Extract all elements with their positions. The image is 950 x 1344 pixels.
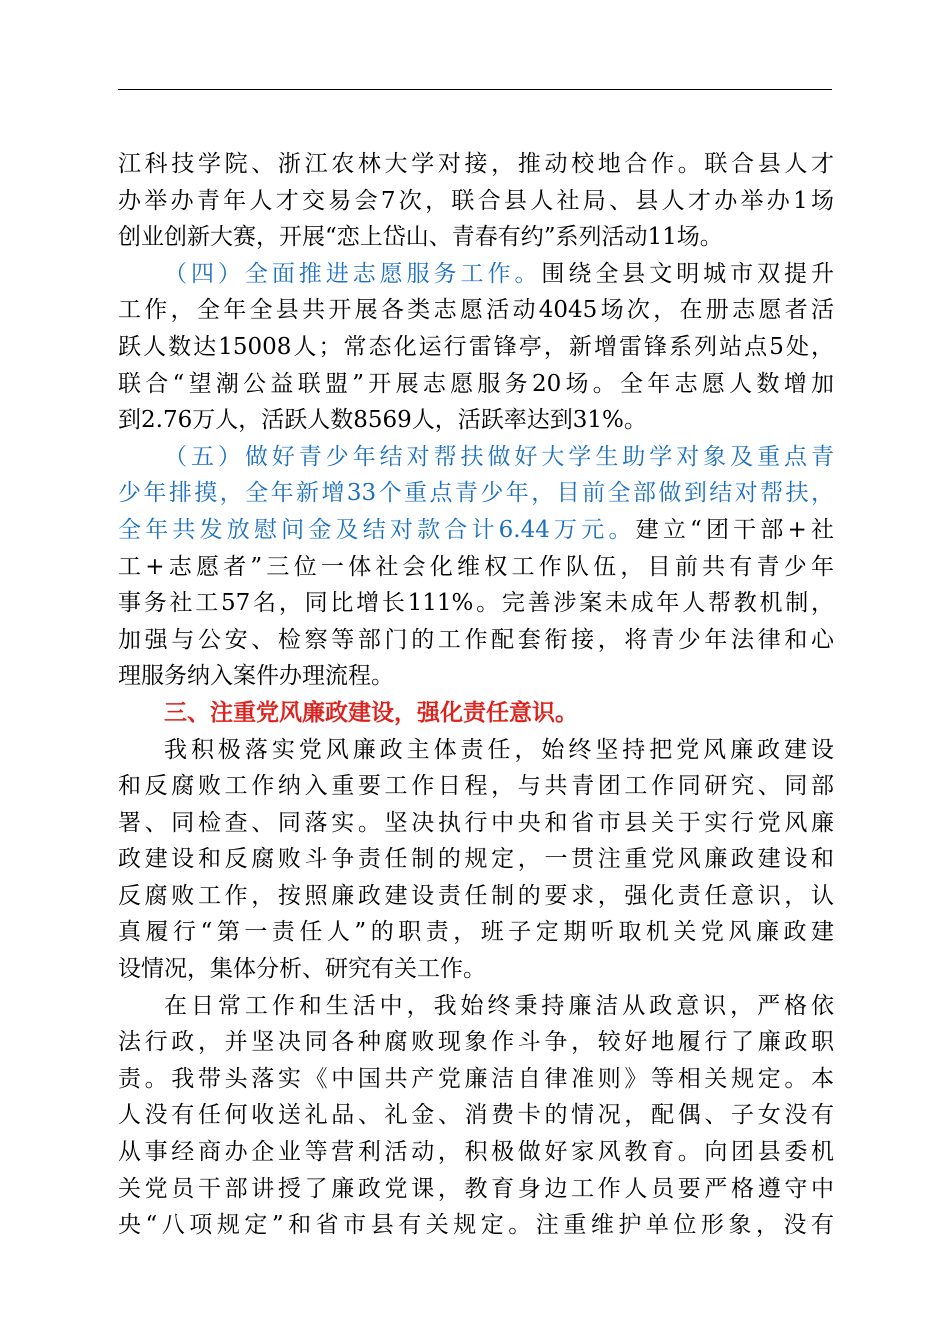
- text-line: [118, 439, 834, 476]
- text-line: 少年排摸，全年新增33个重点青少年，目前全部做到结对帮扶，: [118, 480, 834, 507]
- document-body: [118, 146, 834, 1244]
- text-line: 真履行“第一责任人”的职责，班子定期听取机关党风廉政建: [118, 919, 834, 946]
- subheading-youth: （五）做好青少年结对帮扶做好大学生助学对象及重点青: [164, 443, 834, 470]
- header-rule: [118, 89, 832, 90]
- text-line: 央“八项规定”和省市县有关规定。注重维护单位形象，没有: [118, 1212, 834, 1239]
- text-line: 关党员干部讲授了廉政党课，教育身边工作人员要严格遵守中: [118, 1175, 834, 1202]
- text-line: 江科技学院、浙江农林大学对接，推动校地合作。联合县人才: [118, 151, 834, 177]
- text-line: 署、同检查、同落实。坚决执行中央和省市县关于实行党风廉: [118, 809, 834, 836]
- text-line: 从事经商办企业等营利活动，积极做好家风教育。向团县委机: [118, 1139, 834, 1166]
- text-line: 办举办青年人才交易会7次，联合县人社局、县人才办举办1场: [118, 187, 834, 214]
- paragraph-youth-assistance: [118, 439, 834, 695]
- text-line: 责。我带头落实《中国共产党廉洁自律准则》等相关规定。本: [118, 1065, 834, 1092]
- text-line: （四）全面推进志愿服务工作。围绕全县文明城市双提升: [164, 260, 835, 287]
- text-line: 法行政，并坚决同各种腐败现象作斗争，较好地履行了廉政职: [118, 1029, 834, 1056]
- text-line: 跃人数达15008人；常态化运行雷锋亭，新增雷锋系列站点5处，: [118, 333, 834, 360]
- text-line: 加强与公安、检察等部门的工作配套衔接，将青少年法律和心: [118, 626, 834, 653]
- text-line: 政建设和反腐败斗争责任制的规定，一贯注重党风廉政建设和: [118, 846, 834, 873]
- paragraph-talent-cooperation: [118, 146, 834, 256]
- text-line: 反腐败工作，按照廉政建设责任制的要求，强化责任意识，认: [118, 882, 834, 909]
- section-heading-integrity: [118, 695, 834, 732]
- subheading-volunteer: （四）全面推进志愿服务工作。: [164, 260, 542, 287]
- paragraph-volunteer-service: [118, 256, 834, 439]
- text-line: 工作，全年全县共开展各类志愿活动4045场次，在册志愿者活: [118, 297, 834, 324]
- text-line: 事务社工57名，同比增长111%。完善涉案未成年人帮教机制，: [118, 590, 834, 617]
- text-line: 工+志愿者”三位一体社会化维权工作队伍，目前共有青少年: [118, 553, 834, 580]
- text-line: 理服务纳入案件办理流程。: [118, 663, 394, 690]
- text-line: 我积极落实党风廉政主体责任，始终坚持把党风廉政建设: [164, 736, 834, 763]
- text-line: 联合“望潮公益联盟”开展志愿服务20场。全年志愿人数增加: [118, 370, 834, 397]
- paragraph-party-integrity: [118, 732, 834, 988]
- text-line: 全年共发放慰问金及结对款合计6.44万元。建立“团干部+社: [118, 516, 835, 543]
- text-line: 和反腐败工作纳入重要工作日程，与共青团工作同研究、同部: [118, 773, 834, 800]
- text-line: 在日常工作和生活中，我始终秉持廉洁从政意识，严格依: [164, 992, 834, 1019]
- text-line: 到2.76万人，活跃人数8569人，活跃率达到31%。: [118, 407, 647, 434]
- section-heading: 三、注重党风廉政建设，强化责任意识。: [164, 699, 578, 726]
- text-line: 设情况，集体分析、研究有关工作。: [118, 956, 486, 983]
- paragraph-daily-integrity: [118, 988, 834, 1244]
- text-line: 创业创新大赛，开展“恋上岱山、青春有约”系列活动11场。: [118, 224, 723, 251]
- text-line: 人没有任何收送礼品、礼金、消费卡的情况，配偶、子女没有: [118, 1102, 834, 1129]
